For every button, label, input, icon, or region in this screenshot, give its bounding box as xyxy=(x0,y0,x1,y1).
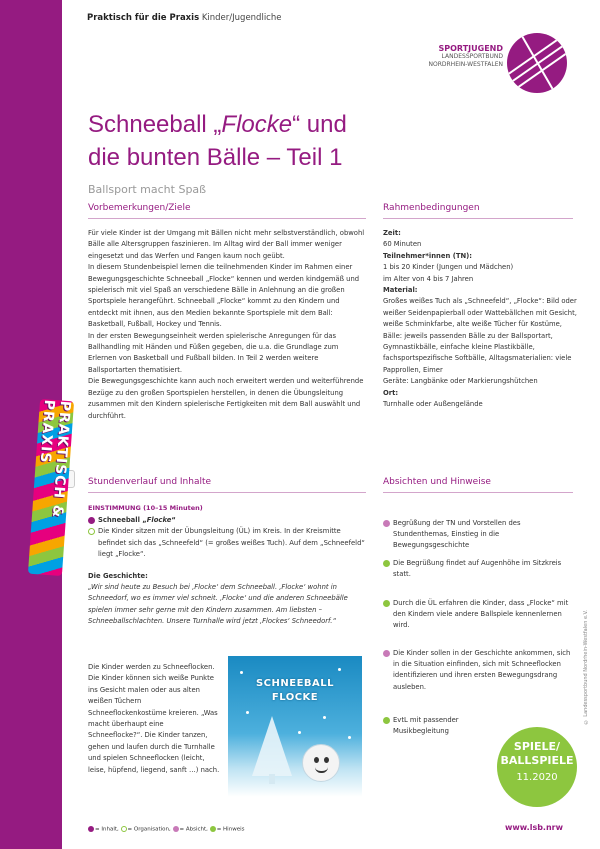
series-line xyxy=(87,13,281,23)
series-bold: Praktisch für die Praxis xyxy=(87,13,200,23)
hinweis-bullet-icon xyxy=(383,717,390,724)
absichten-heading: Absichten und Hinweise xyxy=(383,477,491,487)
page-title: Schneeball „Flocke“ und die bunten Bälle – Teil 1 xyxy=(88,111,347,171)
snowball-face-icon xyxy=(302,744,340,782)
schneeball-flocke-image xyxy=(228,656,362,797)
absicht-item: Die Kinder sollen in der Geschichte ankommen, sich in die Situation einfinden, sich mit Schneeflocken identifizieren und ihren ersten Bewegungsdrang ausleben. xyxy=(393,648,573,693)
absicht-bullet-icon xyxy=(173,826,179,832)
divider xyxy=(88,218,366,219)
category-badge: SPIELE/ BALLSPIELE 11.2020 xyxy=(497,727,577,807)
kinder-text: Die Kinder werden zu Schneeflocken. Die Kinder können sich weiße Punkte ins Gesicht malen oder aus alten weißen Tüchern Schneeflockenkostüme kreieren. „Was macht überhaupt eine Schneeflocke?“. Die Kinder tanzen, gehen und laufen durch die Turnhalle und spielen Schneeflocken (leicht, leise, hüpfend, liegend, sanft …) nach. xyxy=(88,663,220,774)
hinweis-item: EvtL mit passender Musikbegleitung xyxy=(393,715,493,737)
rahmen-heading: Rahmenbedingungen xyxy=(383,203,480,213)
vorbemerkungen-heading: Vorbemerkungen/Ziele xyxy=(88,203,191,213)
copyright: © Landessportbund Nordrhein-Westfalen e.V. xyxy=(583,610,589,725)
rahmen-text: Zeit: 60 Minuten Teilnehmer*innen (TN): 1 bis 20 Kinder (Jungen und Mädchen) im Alter von 4 bis 7 Jahren Material: Großes weißes Tuch als „Schneefeld“, „Flocke“: Bild oder weißer Seidenpapierball oder Wattebällchen mit Gesicht, weiße Schminkfarbe, alte weiße Tücher für Kostüme, Bälle: jeweils passenden Bälle zu der Ballsportart, Gymnastikbälle, einfache kleine Plastikbälle, fachsportspezifische Softbälle, Alltagsmaterialien: viele Papprollen, Eimer Geräte: Langbänke oder Markierungshütchen Ort: Turnhalle oder Außengelände xyxy=(383,229,577,409)
divider xyxy=(383,492,573,493)
logo-text xyxy=(429,45,503,69)
absicht-item: Begrüßung der TN und Vorstellen des Stundenthemas, Einstieg in die Bewegungsgeschichte xyxy=(393,518,573,552)
absicht-bullet-icon xyxy=(383,520,390,527)
divider xyxy=(88,492,366,493)
organisation-bullet-icon xyxy=(121,826,127,832)
logo-line2: NORDRHEIN-WESTFALEN xyxy=(428,61,503,68)
inhalt-bullet-icon xyxy=(88,517,95,524)
sportjugend-logo-icon xyxy=(507,33,567,93)
stundenverlauf-content: Schneeball „Flocke“ Die Kinder sitzen mit der Übungsleitung (ÜL) im Kreis. In der Kreismitte befindet sich das „Schneefeld“ (= großes weißes Tuch). Auf dem „Schneefeld“ liegt „Flocke“. Die Geschichte: „Wir sind heute zu Besuch bei ‚Flocke‘ dem Schneeball. ‚Flocke‘ wohnt in Schneedorf, wo es immer viel schneit. ‚Flocke‘ und die anderen Schneebälle spielen immer sehr gerne mit den Kindern zusammen. Am liebsten – Schneeballschlachten. Unsere Turnhalle wird jetzt ‚Flockes‘ Schneedorf.“ xyxy=(88,516,365,626)
paragraph: In der ersten Bewegungseinheit werden spielerische Anregungen für das Ballhandling mit Händen und Füßen gegeben, die u.a. die Grundlage zum Erlernen von Basketball und Fußball bilden. In Teil 2 werden weitere Ballsportarten thematisiert. xyxy=(88,331,339,374)
hinweis-item: Durch die ÜL erfahren die Kinder, dass „Flocke“ mit den Kindern viele andere Ballspiele kennenlernen wird. xyxy=(393,598,573,632)
tree-icon xyxy=(252,716,292,776)
paragraph: Die Bewegungsgeschichte kann auch noch erweitert werden und weiterführende Bezüge zu den großen Sportspielen herstellen, in denen die Übungsleitung zusammen mit den Kindern spielerische Fertigkeiten mit dem Ball auswählt und durchführt. xyxy=(88,377,364,420)
organisation-bullet-icon xyxy=(88,528,95,535)
section-label: EINSTIMMUNG (10–15 Minuten) xyxy=(88,504,203,512)
hinweis-item: Die Begrüßung findet auf Augenhöhe im Sitzkreis statt. xyxy=(393,558,573,580)
divider xyxy=(383,218,573,219)
series-rest: Kinder/Jugendliche xyxy=(201,13,282,23)
subtitle: Ballsport macht Spaß xyxy=(88,183,207,196)
absicht-bullet-icon xyxy=(383,650,390,657)
vorbemerkungen-text xyxy=(88,228,366,422)
image-title1: SCHNEEBALL xyxy=(255,678,335,689)
hinweis-bullet-icon xyxy=(383,560,390,567)
website-link[interactable]: www.lsb.nrw xyxy=(505,823,563,832)
legend: = Inhalt, = Organisation, = Absicht, = Hinweis xyxy=(88,826,244,833)
hinweis-bullet-icon xyxy=(383,600,390,607)
inhalt-bullet-icon xyxy=(88,826,94,832)
badge-label: PRAKTISCH & PRAXIS xyxy=(36,399,74,519)
logo-brand: SPORTJUGEND xyxy=(438,44,503,53)
logo-line1: LANDESSPORTBUND xyxy=(441,53,503,60)
paragraph: In diesem Stundenbeispiel lernen die teilnehmenden Kinder im Rahmen einer Bewegungsgeschichte Schneeball „Flocke“ kennen und werden kindgemäß und spielerisch mit viel Spaß an verschiedene Bälle in Anlehnung an die großen Sportspiele herangeführt. Schneeball „Flocke“ kommt zu den Kindern und entdeckt mit ihnen, aus den Medien bekannte Sportspiele mit dem Ball: Basketball, Fußball, Hockey und Tennis. xyxy=(88,263,360,329)
stundenverlauf-heading: Stundenverlauf und Inhalte xyxy=(88,477,212,487)
image-title2: FLOCKE xyxy=(271,692,319,703)
paragraph: Für viele Kinder ist der Umgang mit Bällen nicht mehr selbstverständlich, obwohl Bälle alle Altersgruppen faszinieren. Im Alltag wird der Ball immer weniger eingesetzt und das Werfen und Fangen kaum noch geübt. xyxy=(88,229,365,260)
hinweis-bullet-icon xyxy=(210,826,216,832)
